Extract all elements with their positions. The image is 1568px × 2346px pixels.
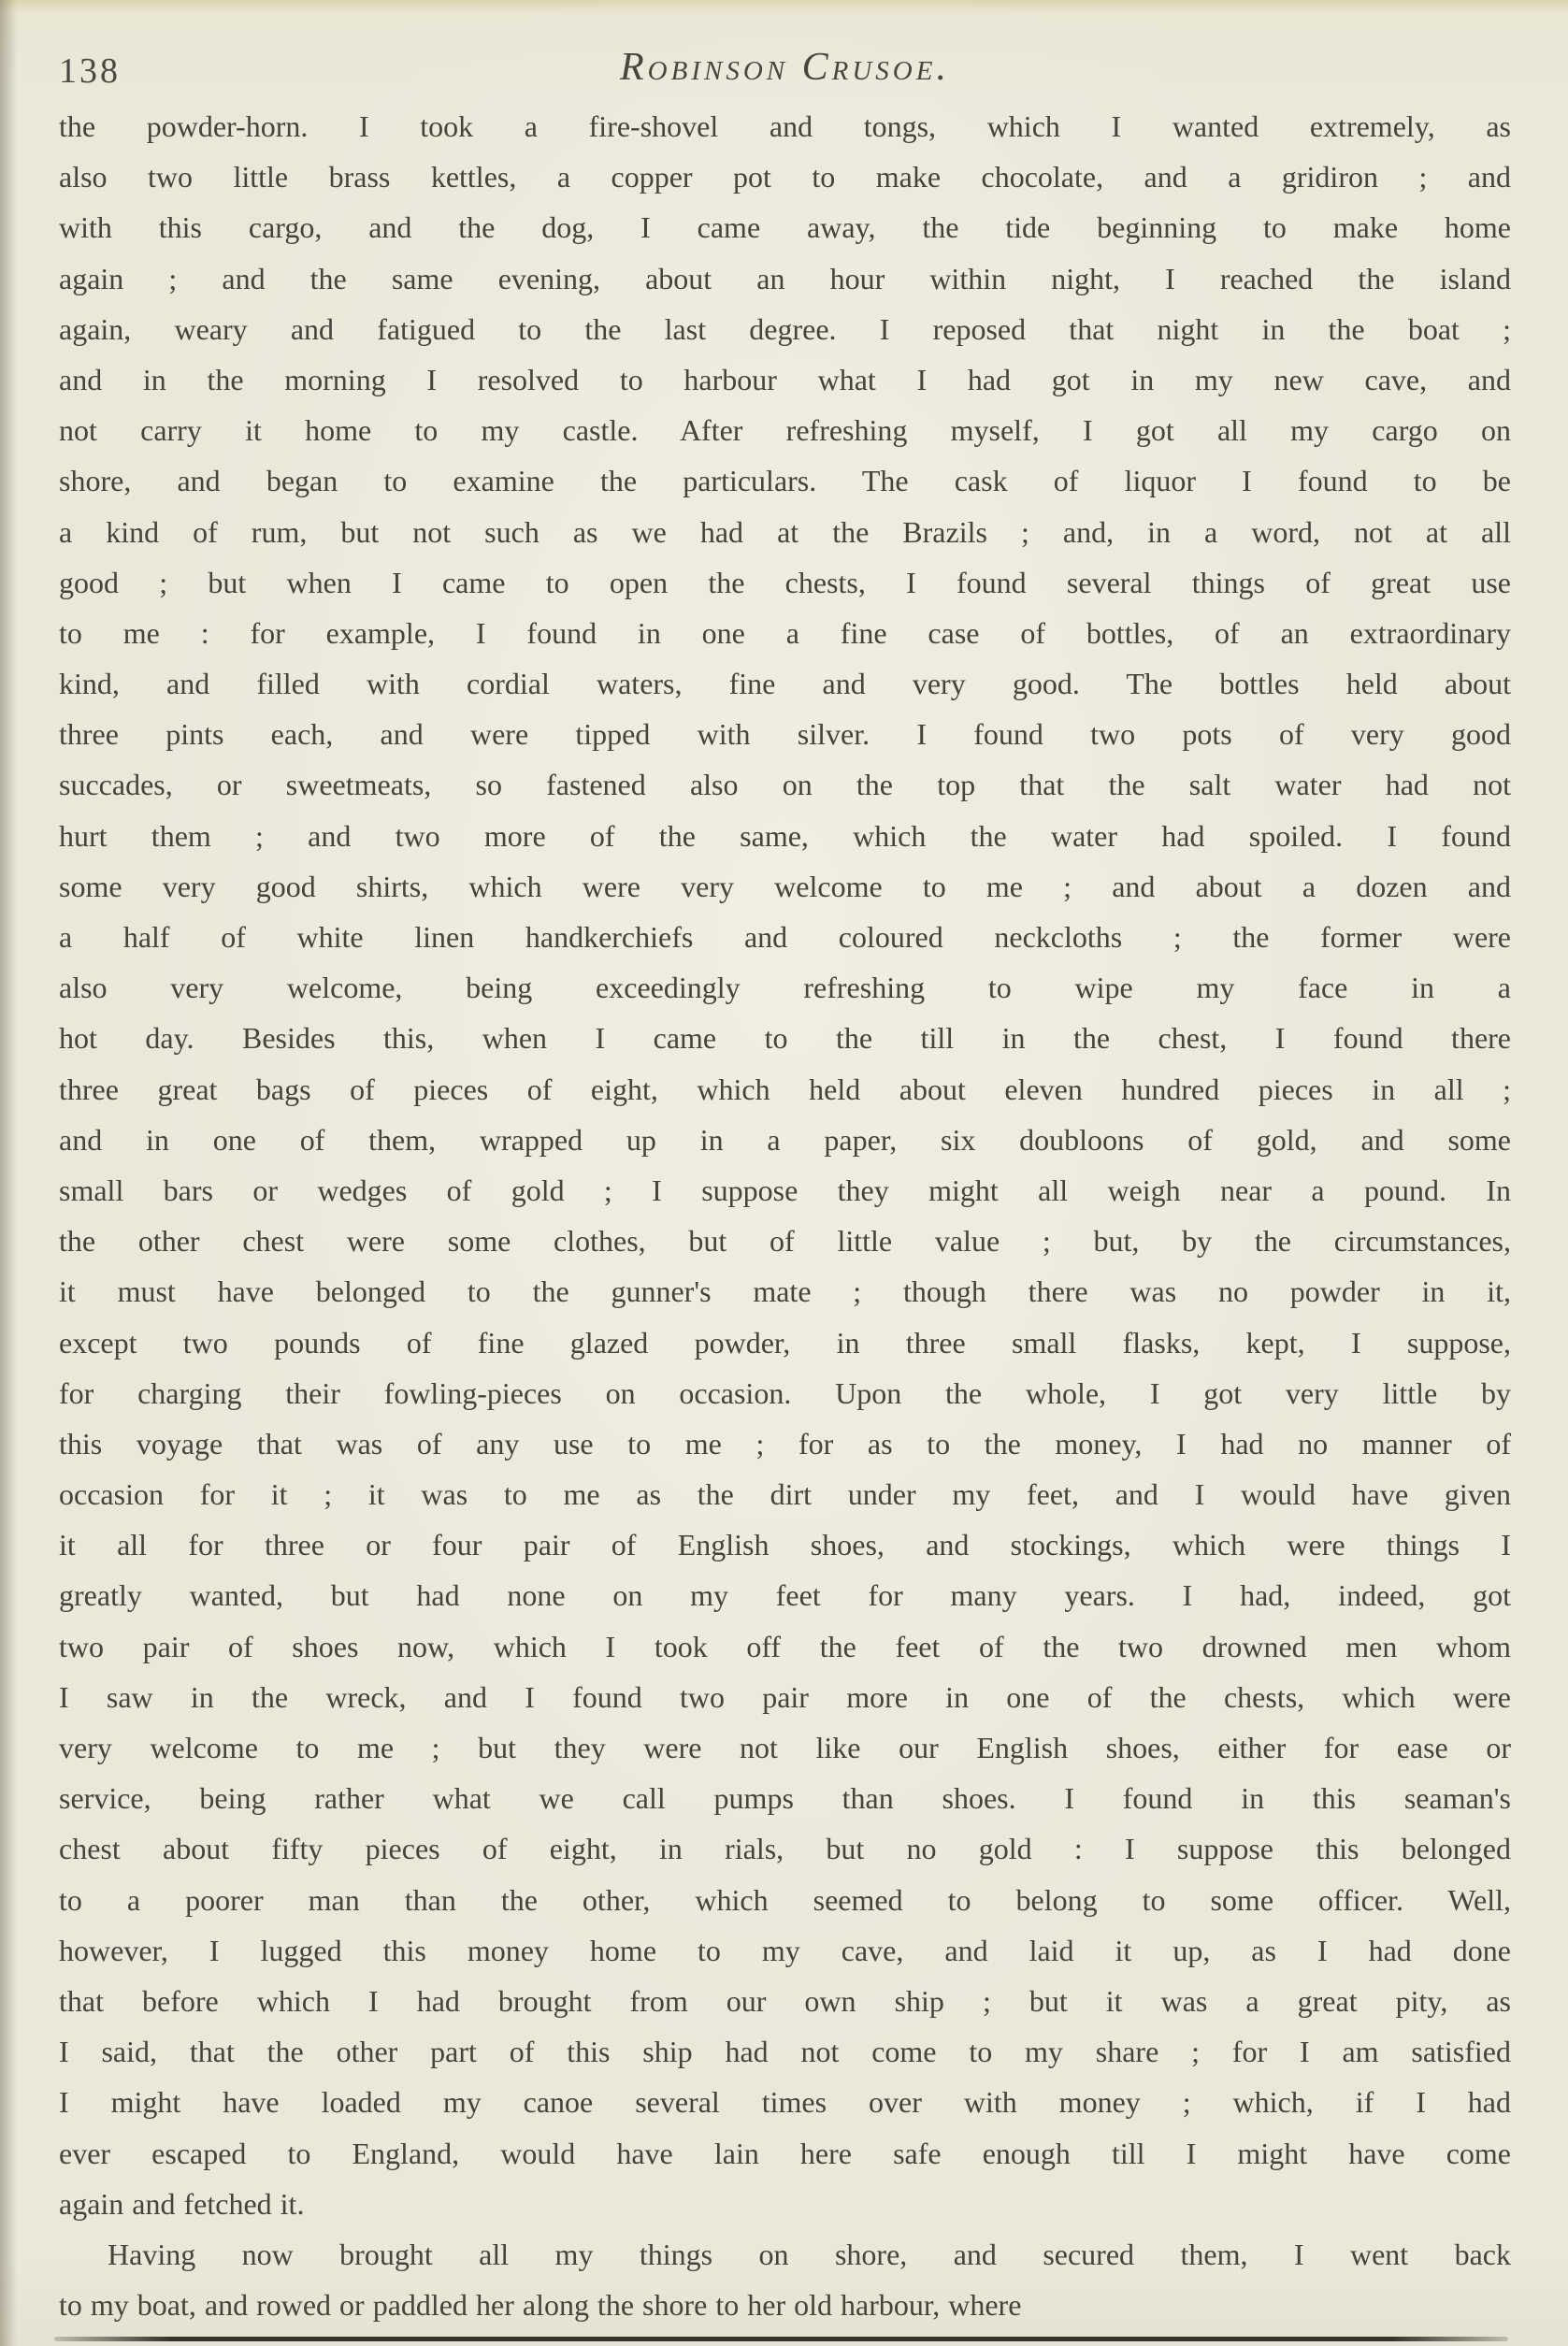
page-top-edge xyxy=(0,0,1568,13)
text-line: two pair of shoes now, which I took off the feet of the two drowned men whom xyxy=(59,1629,1511,1663)
text-line: however, I lugged this money home to my cave, and laid it up, as I had done xyxy=(59,1933,1511,1967)
text-line: three great bags of pieces of eight, which held about eleven hundred pieces in all ; xyxy=(59,1072,1511,1106)
text-line: very welcome to me ; but they were not like our English shoes, either for ease or xyxy=(59,1731,1511,1764)
text-line: it must have belonged to the gunner's mate ; though there was no powder in it, xyxy=(59,1274,1511,1309)
text-line: it all for three or four pair of English shoes, and stockings, which were things I xyxy=(59,1528,1511,1562)
text-line: with this cargo, and the dog, I came away, the tide beginning to make home xyxy=(59,210,1511,245)
text-line: Having now brought all my things on shore, and secured them, I went back xyxy=(108,2237,1511,2271)
text-line: except two pounds of fine glazed powder, in three small flasks, kept, I suppose, xyxy=(59,1325,1511,1360)
text-line: kind, and filled with cordial waters, fine and very good. The bottles held about xyxy=(59,667,1511,701)
text-line: not carry it home to my castle. After refreshing myself, I got all my cargo on xyxy=(59,413,1511,448)
text-line: service, being rather what we call pumps than shoes. I found in this seaman's xyxy=(59,1781,1511,1816)
page-bottom-edge xyxy=(54,2337,1508,2341)
text-line: also very welcome, being exceedingly refreshing to wipe my face in a xyxy=(59,971,1511,1005)
text-line: that before which I had brought from our own ship ; but it was a great pity, as xyxy=(59,1983,1511,2018)
text-line: hurt them ; and two more of the same, which the water had spoiled. I found xyxy=(59,818,1511,853)
page-header xyxy=(59,45,1511,94)
text-line: and in the morning I resolved to harbour what I had got in my new cave, and xyxy=(59,362,1511,396)
text-line: again ; and the same evening, about an hour within night, I reached the island xyxy=(59,261,1511,295)
text-line: good ; but when I came to open the chests, I found several things of great use xyxy=(59,565,1511,599)
text-line: chest about fifty pieces of eight, in rials, but no gold : I suppose this belonged xyxy=(59,1832,1511,1866)
text-line: also two little brass kettles, a copper pot to make chocolate, and a gridiron ; and xyxy=(59,160,1511,194)
text-line: I said, that the other part of this ship had not come to my share ; for I am satisfied xyxy=(59,2035,1511,2069)
text-line: I saw in the wreck, and I found two pair more in one of the chests, which were xyxy=(59,1679,1511,1714)
text-line: occasion for it ; it was to me as the dirt under my feet, and I would have given xyxy=(59,1477,1511,1512)
text-line: hot day. Besides this, when I came to the till in the chest, I found there xyxy=(59,1021,1511,1056)
text-line: again and fetched it. xyxy=(59,2186,305,2221)
text-line: ever escaped to England, would have lain here safe enough till I might have come xyxy=(59,2136,1511,2170)
text-line: some very good shirts, which were very welcome to me ; and about a dozen and xyxy=(59,869,1511,903)
text-line: shore, and began to examine the particulars. The cask of liquor I found to be xyxy=(59,464,1511,498)
text-line: the powder-horn. I took a fire-shovel and tongs, which I wanted extremely, as xyxy=(59,109,1511,143)
text-line: three pints each, and were tipped with silver. I found two pots of very good xyxy=(59,717,1511,752)
page-left-edge xyxy=(0,0,17,2346)
paragraph xyxy=(59,2229,1511,2330)
text-line: to a poorer man than the other, which seemed to belong to some officer. Well, xyxy=(59,1882,1511,1917)
text-line: this voyage that was of any use to me ; for as to the money, I had no manner of xyxy=(59,1426,1511,1461)
text-block xyxy=(59,101,1511,2330)
running-header: Robinson Crusoe. xyxy=(620,46,950,89)
text-line: I might have loaded my canoe several times over with money ; which, if I had xyxy=(59,2085,1511,2120)
text-line: again, weary and fatigued to the last degree. I reposed that night in the boat ; xyxy=(59,311,1511,346)
text-line: to me : for example, I found in one a fine case of bottles, of an extraordinary xyxy=(59,615,1511,650)
page-number: 138 xyxy=(59,51,121,91)
text-line: small bars or wedges of gold ; I suppose they might all weigh near a pound. In xyxy=(59,1173,1511,1207)
paragraph xyxy=(59,101,1511,2229)
text-line: a half of white linen handkerchiefs and coloured neckcloths ; the former were xyxy=(59,920,1511,954)
text-line: greatly wanted, but had none on my feet for many years. I had, indeed, got xyxy=(59,1578,1511,1613)
text-line: the other chest were some clothes, but of little value ; but, by the circumstances, xyxy=(59,1224,1511,1259)
text-line: for charging their fowling-pieces on occasion. Upon the whole, I got very little by xyxy=(59,1375,1511,1410)
text-line: a kind of rum, but not such as we had at the Brazils ; and, in a word, not at all xyxy=(59,514,1511,549)
text-line: and in one of them, wrapped up in a paper, six doubloons of gold, and some xyxy=(59,1122,1511,1157)
text-line: to my boat, and rowed or paddled her along the shore to her old harbour, where xyxy=(59,2288,1022,2323)
text-line: succades, or sweetmeats, so fastened also on the top that the salt water had not xyxy=(59,768,1511,802)
